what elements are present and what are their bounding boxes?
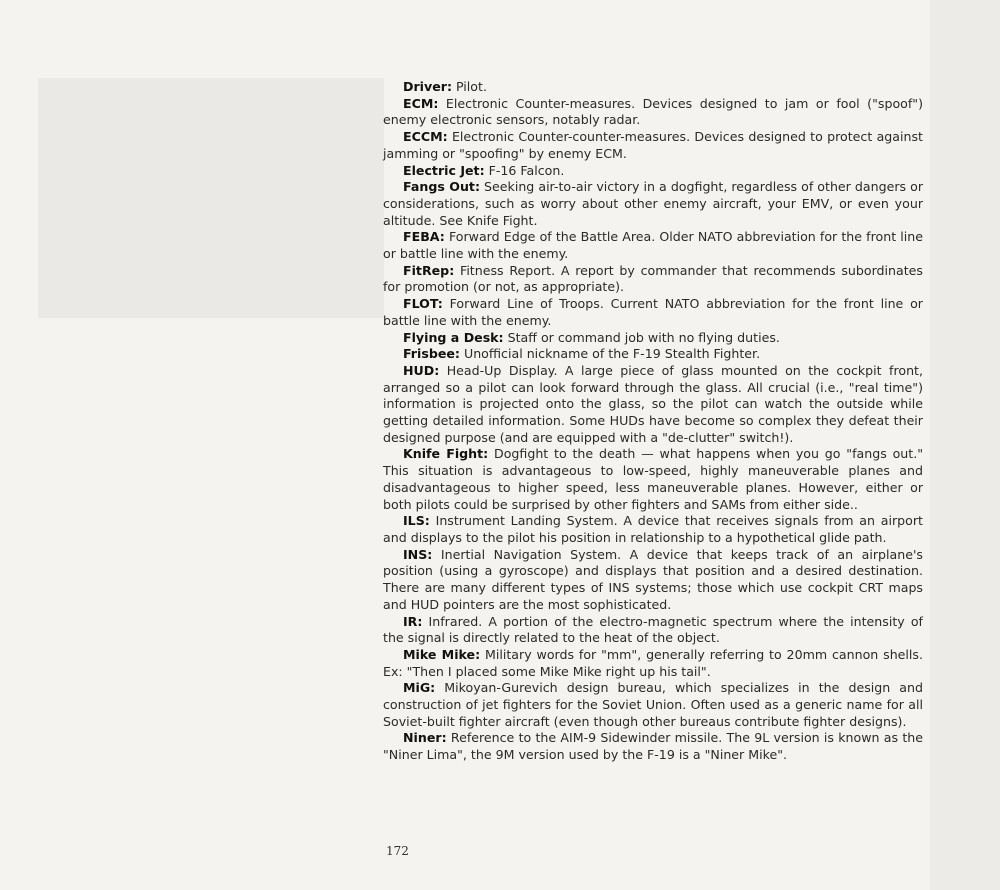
glossary-definition: Inertial Navigation System. A device that keeps track of an airplane's position (using a gyroscope) and displays that position and a desired destination. There are many different types of INS systems; those which use cockpit CRT maps and HUD pointers are the most sophisticated.	[383, 546, 923, 612]
glossary-definition: Forward Line of Troops. Current NATO abbreviation for the front line or battle line with the enemy.	[383, 296, 923, 328]
glossary-entry	[383, 96, 923, 129]
glossary-entry	[383, 647, 923, 680]
glossary-definition: Dogfight to the death — what happens when you go "fangs out." This situation is advantageous to low-speed, highly maneuverable planes and disadvantageous to higher speed, less maneuverable planes. However, either or both pilots could be surprised by other fighters and SAMs from either side..	[383, 446, 923, 512]
glossary-definition: Fitness Report. A report by commander that recommends subordinates for promotion (or not, as appropriate).	[383, 262, 923, 295]
glossary-definition: Military words for "mm", generally referring to 20mm cannon shells. Ex: "Then I placed some Mike Mike right up his tail".	[383, 646, 923, 679]
glossary-entry	[383, 129, 923, 162]
glossary-definition: Reference to the AIM-9 Sidewinder missile. The 9L version is known as the "Niner Lima", the 9M version used by the F-19 is a "Niner Mike".	[383, 730, 923, 763]
glossary-term: FEBA:	[403, 229, 445, 245]
glossary-term: FLOT:	[403, 296, 443, 312]
glossary-entry	[383, 547, 923, 614]
glossary-definition: Head-Up Display. A large piece of glass mounted on the cockpit front, arranged so a pilot can look forward through the glass. All crucial (i.e., "real time") information is projected onto the glass, so the pilot can watch the outside while getting detailed information. Some HUDs have become so complex they defeat their designed purpose (and are equipped with a "de-clutter" switch!).	[383, 362, 923, 445]
glossary-definition: Unofficial nickname of the F-19 Stealth Fighter.	[459, 346, 761, 362]
glossary-term: Flying a Desk:	[403, 329, 504, 345]
glossary-term: Mike Mike:	[403, 646, 481, 662]
glossary-entry	[383, 163, 923, 180]
glossary-term: Frisbee:	[403, 346, 460, 362]
glossary-entry	[383, 263, 923, 296]
glossary-entry	[383, 346, 923, 363]
glossary-column	[383, 79, 923, 764]
glossary-term: INS:	[403, 546, 433, 562]
glossary-definition: Pilot.	[451, 79, 487, 94]
glossary-entry	[383, 446, 923, 513]
glossary-entry	[383, 614, 923, 647]
glossary-definition: Seeking air-to-air victory in a dogfight, regardless of other dangers or considerations, such as worry about other enemy aircraft, your EMV, or even your altitude. See Knife Fight.	[383, 179, 924, 228]
glossary-term: Electric Jet:	[403, 162, 485, 178]
glossary-term: ECM:	[403, 95, 439, 111]
glossary-term: Niner:	[403, 730, 447, 746]
glossary-definition: Electronic Counter-measures. Devices designed to jam or fool ("spoof") enemy electronic sensors, notably radar.	[383, 95, 923, 128]
glossary-entry	[383, 730, 923, 763]
glossary-term: MiG:	[403, 680, 436, 696]
glossary-term: ECCM:	[403, 129, 448, 145]
glossary-term: HUD:	[403, 362, 440, 378]
glossary-definition: Mikoyan-Gurevich design bureau, which specializes in the design and construction of jet fighters for the Soviet Union. Often used as a generic name for all Soviet-built fighter aircraft (even though other bureaus contribute fighter designs).	[383, 680, 923, 729]
glossary-term: Fangs Out:	[403, 179, 480, 195]
glossary-definition: Infrared. A portion of the electro-magnetic spectrum where the intensity of the signal is directly related to the heat of the object.	[383, 613, 923, 646]
glossary-definition: F-16 Falcon.	[484, 162, 565, 178]
glossary-term: FitRep:	[403, 262, 455, 278]
glossary-term: ILS:	[403, 513, 430, 529]
glossary-definition: Staff or command job with no flying duties.	[503, 329, 780, 345]
glossary-entry	[383, 363, 923, 447]
glossary-term: Knife Fight:	[403, 446, 489, 462]
glossary-term: IR:	[403, 613, 423, 629]
glossary-entry	[383, 179, 923, 229]
glossary-entry	[383, 513, 923, 546]
glossary-entry	[383, 229, 923, 262]
glossary-definition: Instrument Landing System. A device that receives signals from an airport and displays to the pilot his position in relationship to a hypothetical glide path.	[383, 513, 923, 545]
page-edge-shade	[930, 0, 1000, 890]
glossary-term: Driver:	[403, 79, 452, 94]
glossary-entry	[383, 79, 923, 96]
glossary-entry	[383, 680, 923, 730]
glossary-definition: Electronic Counter-counter-measures. Devices designed to protect against jamming or "spoofing" by enemy ECM.	[383, 129, 923, 161]
glossary-entry	[383, 296, 923, 329]
glossary-entry	[383, 330, 923, 347]
page-number: 172	[386, 844, 409, 858]
glossary-definition: Forward Edge of the Battle Area. Older NATO abbreviation for the front line or battle line with the enemy.	[383, 229, 923, 262]
bleed-through-shade	[38, 78, 384, 318]
